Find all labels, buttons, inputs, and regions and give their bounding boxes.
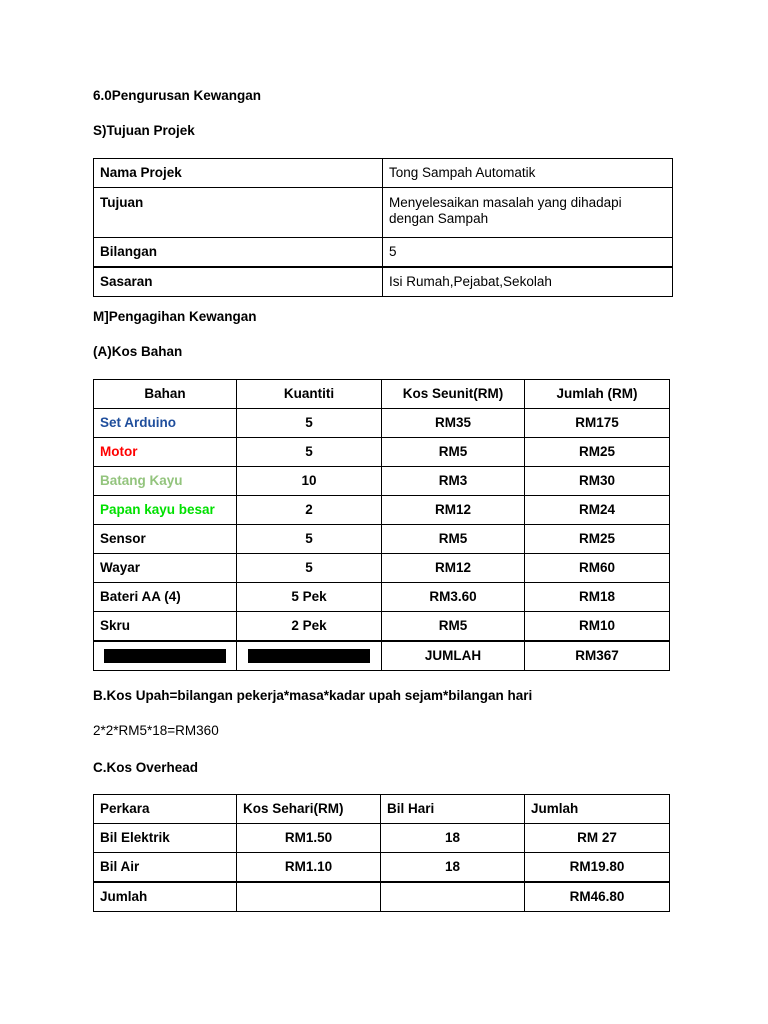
bahan-unit-cost: RM3.60 bbox=[382, 583, 525, 612]
projek-key: Sasaran bbox=[94, 267, 383, 297]
table-row bbox=[94, 554, 670, 583]
bahan-name: Batang Kayu bbox=[94, 467, 237, 496]
total-value: RM46.80 bbox=[525, 882, 670, 912]
pengagihan-heading: M]Pengagihan Kewangan bbox=[93, 309, 257, 324]
projek-value: 5 bbox=[383, 238, 673, 268]
table-header-row bbox=[94, 380, 670, 409]
redacted-cell bbox=[237, 641, 382, 671]
bahan-total: RM30 bbox=[525, 467, 670, 496]
bahan-total: RM60 bbox=[525, 554, 670, 583]
kos-overhead-table bbox=[93, 794, 670, 912]
kos-upah-calculation: 2*2*RM5*18=RM360 bbox=[93, 723, 219, 738]
bahan-total: RM18 bbox=[525, 583, 670, 612]
bahan-qty: 10 bbox=[237, 467, 382, 496]
bahan-unit-cost: RM5 bbox=[382, 612, 525, 642]
projek-value: Isi Rumah,Pejabat,Sekolah bbox=[383, 267, 673, 297]
bahan-qty: 5 bbox=[237, 525, 382, 554]
overhead-daily-cost: RM1.50 bbox=[237, 824, 381, 853]
projek-key: Nama Projek bbox=[94, 159, 383, 188]
bahan-name: Bateri AA (4) bbox=[94, 583, 237, 612]
projek-table bbox=[93, 158, 673, 297]
overhead-days: 18 bbox=[381, 824, 525, 853]
projek-key: Tujuan bbox=[94, 188, 383, 238]
kos-bahan-heading: (A)Kos Bahan bbox=[93, 344, 183, 359]
bahan-total: RM24 bbox=[525, 496, 670, 525]
table-row bbox=[94, 824, 670, 853]
bahan-name: Skru bbox=[94, 612, 237, 642]
overhead-total: RM19.80 bbox=[525, 853, 670, 883]
table-row bbox=[94, 267, 673, 297]
section-title: 6.0Pengurusan Kewangan bbox=[93, 88, 262, 103]
bahan-unit-cost: RM35 bbox=[382, 409, 525, 438]
table-row bbox=[94, 409, 670, 438]
bahan-qty: 5 bbox=[237, 554, 382, 583]
kos-bahan-table bbox=[93, 379, 670, 671]
table-row bbox=[94, 159, 673, 188]
table-total-row bbox=[94, 882, 670, 912]
table-total-row bbox=[94, 641, 670, 671]
bahan-total: RM25 bbox=[525, 438, 670, 467]
table-row bbox=[94, 496, 670, 525]
column-header: Kuantiti bbox=[237, 380, 382, 409]
table-row bbox=[94, 438, 670, 467]
bahan-name: Sensor bbox=[94, 525, 237, 554]
overhead-item: Bil Elektrik bbox=[94, 824, 237, 853]
redacted-cell bbox=[94, 641, 237, 671]
column-header: Bil Hari bbox=[381, 795, 525, 824]
total-value: RM367 bbox=[525, 641, 670, 671]
projek-value: Menyelesaikan masalah yang dihadapi dengan Sampah bbox=[383, 188, 673, 238]
column-header: Kos Sehari(RM) bbox=[237, 795, 381, 824]
bahan-total: RM25 bbox=[525, 525, 670, 554]
column-header: Jumlah bbox=[525, 795, 670, 824]
empty-cell bbox=[381, 882, 525, 912]
bahan-total: RM10 bbox=[525, 612, 670, 642]
redaction-bar bbox=[104, 649, 226, 663]
bahan-qty: 2 Pek bbox=[237, 612, 382, 642]
bahan-total: RM175 bbox=[525, 409, 670, 438]
table-row bbox=[94, 238, 673, 268]
table-row bbox=[94, 188, 673, 238]
overhead-total: RM 27 bbox=[525, 824, 670, 853]
bahan-unit-cost: RM5 bbox=[382, 438, 525, 467]
redaction-bar bbox=[248, 649, 370, 663]
table-header-row bbox=[94, 795, 670, 824]
bahan-unit-cost: RM5 bbox=[382, 525, 525, 554]
total-label: JUMLAH bbox=[382, 641, 525, 671]
table-row bbox=[94, 612, 670, 642]
empty-cell bbox=[237, 882, 381, 912]
column-header: Jumlah (RM) bbox=[525, 380, 670, 409]
bahan-name: Set Arduino bbox=[94, 409, 237, 438]
overhead-item: Bil Air bbox=[94, 853, 237, 883]
bahan-name: Papan kayu besar bbox=[94, 496, 237, 525]
table-row bbox=[94, 853, 670, 883]
projek-value: Tong Sampah Automatik bbox=[383, 159, 673, 188]
table-row bbox=[94, 467, 670, 496]
bahan-qty: 5 bbox=[237, 409, 382, 438]
bahan-unit-cost: RM3 bbox=[382, 467, 525, 496]
bahan-unit-cost: RM12 bbox=[382, 496, 525, 525]
bahan-qty: 5 bbox=[237, 438, 382, 467]
table-row bbox=[94, 525, 670, 554]
bahan-unit-cost: RM12 bbox=[382, 554, 525, 583]
kos-overhead-heading: C.Kos Overhead bbox=[93, 760, 199, 775]
table-row bbox=[94, 583, 670, 612]
column-header: Kos Seunit(RM) bbox=[382, 380, 525, 409]
column-header: Perkara bbox=[94, 795, 237, 824]
bahan-name: Wayar bbox=[94, 554, 237, 583]
tujuan-heading: S)Tujuan Projek bbox=[93, 123, 195, 138]
overhead-daily-cost: RM1.10 bbox=[237, 853, 381, 883]
bahan-name: Motor bbox=[94, 438, 237, 467]
projek-key: Bilangan bbox=[94, 238, 383, 268]
bahan-qty: 5 Pek bbox=[237, 583, 382, 612]
kos-upah-heading: B.Kos Upah=bilangan pekerja*masa*kadar upah sejam*bilangan hari bbox=[93, 688, 533, 703]
total-label: Jumlah bbox=[94, 882, 237, 912]
column-header: Bahan bbox=[94, 380, 237, 409]
overhead-days: 18 bbox=[381, 853, 525, 883]
bahan-qty: 2 bbox=[237, 496, 382, 525]
